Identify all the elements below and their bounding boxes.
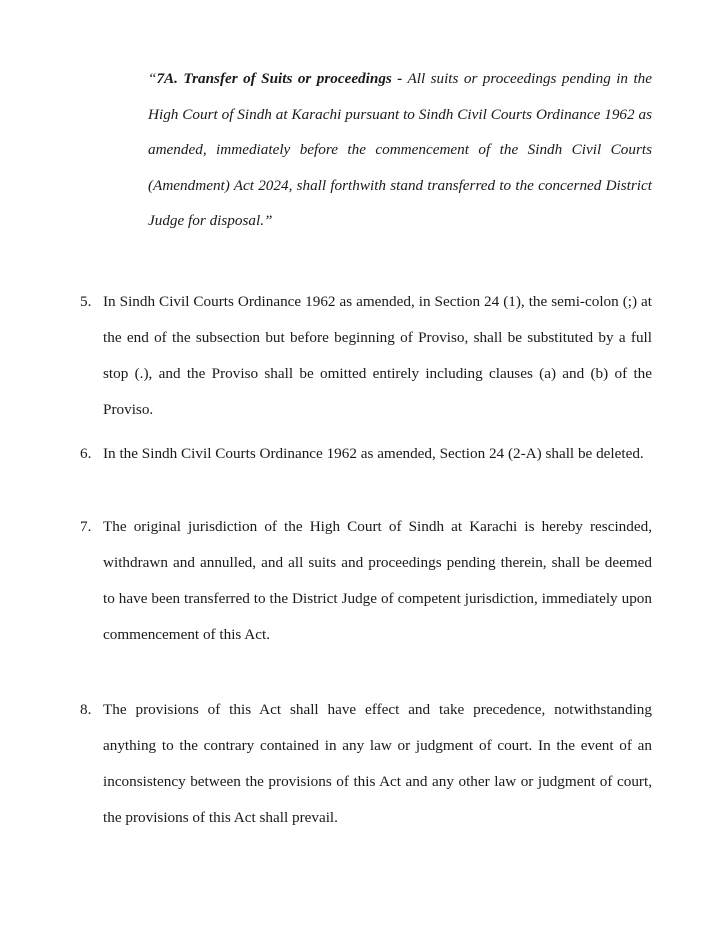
clause-7 bbox=[80, 509, 652, 653]
clause-text: The provisions of this Act shall have effect and take precedence, notwithstanding anything to the contrary contained in any law or judgment of court. In the event of an inconsistency between the provisions of this Act and any other law or judgment of court, the provisions of this Act shall prevail. bbox=[103, 701, 652, 826]
clause-text: In the Sindh Civil Courts Ordinance 1962 as amended, Section 24 (2-A) shall be deleted. bbox=[103, 445, 644, 462]
clause-number: 7. bbox=[80, 518, 92, 535]
clause-number: 5. bbox=[80, 293, 92, 310]
clause-number: 8. bbox=[80, 701, 92, 718]
clause-6 bbox=[80, 436, 652, 472]
clause-5 bbox=[80, 284, 652, 428]
section-7a-title: 7A. Transfer of Suits or proceedings - bbox=[156, 70, 403, 87]
clause-8 bbox=[80, 692, 652, 836]
clause-text: The original jurisdiction of the High Court of Sindh at Karachi is hereby rescinded, withdrawn and annulled, and all suits and proceedings pending therein, shall be deemed to have been transferred to the District Judge of competent jurisdiction, immediately upon commencement of this Act. bbox=[103, 518, 652, 643]
section-7a-body: All suits or proceedings pending in the High Court of Sindh at Karachi pursuant to Sindh Civil Courts Ordinance 1962 as amended, immediately before the commencement of the Sindh Civil Courts (Amendment) Act 2024, shall forthwith stand transferred to the concerned District Judge for disposal.” bbox=[148, 70, 652, 229]
quoted-section-7a bbox=[148, 61, 652, 239]
quote-open-mark: “ bbox=[148, 70, 157, 87]
clause-number: 6. bbox=[80, 445, 92, 462]
clause-text: In Sindh Civil Courts Ordinance 1962 as amended, in Section 24 (1), the semi-colon (;) at the end of the subsection but before beginning of Proviso, shall be substituted by a full stop (.), and the Proviso shall be omitted entirely including clauses (a) and (b) of the Proviso. bbox=[103, 293, 652, 418]
